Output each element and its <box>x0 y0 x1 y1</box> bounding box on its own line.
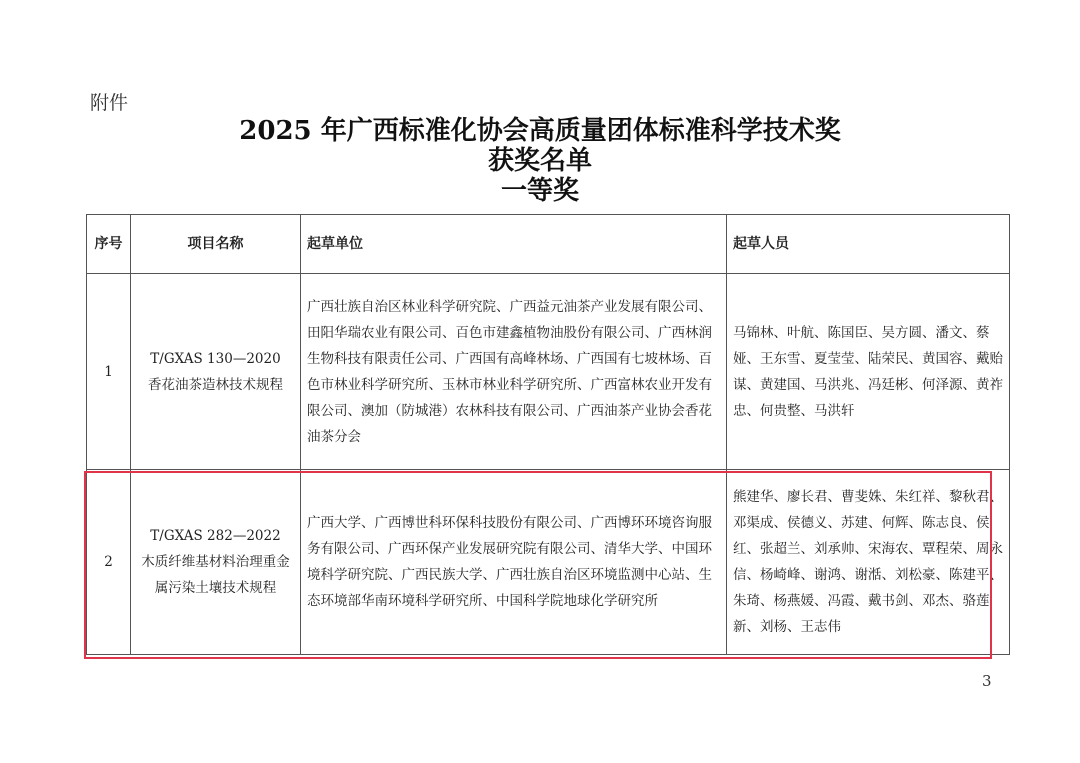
standard-code: T/GXAS 130—2020 <box>150 350 281 367</box>
attachment-label: 附件 <box>90 92 129 114</box>
table-header-row <box>87 215 1010 274</box>
drafters: 马锦林、叶航、陈国臣、吴方圆、潘文、蔡娅、王东雪、夏莹莹、陆荣民、黄国容、戴贻谋、黄建国、马洪兆、冯廷彬、何泽源、黄祚忠、何贵整、马洪轩 <box>727 274 1010 470</box>
drafting-units: 广西壮族自治区林业科学研究院、广西益元油茶产业发展有限公司、田阳华瑞农业有限公司、百色市建鑫植物油股份有限公司、广西林润生物科技有限责任公司、广西国有高峰林场、广西国有七坡林场、百色市林业科学研究所、玉林市林业科学研究所、广西富林农业开发有限公司、澳加（防城港）农林科技有限公司、广西油茶产业协会香花油茶分会 <box>301 274 727 470</box>
document-title: 2025 年广西标准化协会高质量团体标准科学技术奖 <box>239 116 841 146</box>
row-number: 1 <box>87 274 131 470</box>
award-table <box>86 214 1010 655</box>
award-level-heading: 一等奖 <box>500 176 579 206</box>
standard-code: T/GXAS 282—2022 <box>150 528 281 544</box>
project-name: 香花油茶造林技术规程 <box>148 376 283 393</box>
header-project-name: 项目名称 <box>131 215 301 274</box>
project-name-cell <box>131 274 301 470</box>
table-row <box>87 274 1010 470</box>
project-name-cell <box>131 470 301 655</box>
header-number: 序号 <box>87 215 131 274</box>
drafting-units: 广西大学、广西博世科环保科技股份有限公司、广西博环环境咨询服务有限公司、广西环保产业发展研究院有限公司、清华大学、中国环境科学研究院、广西民族大学、广西壮族自治区环境监测中心站、生态环境部华南环境科学研究所、中国科学院地球化学研究所 <box>301 470 727 655</box>
page-number: 3 <box>982 672 992 690</box>
project-name: 木质纤维基材料治理重金属污染土壤技术规程 <box>141 554 290 596</box>
row-number: 2 <box>87 470 131 655</box>
document-subtitle: 获奖名单 <box>487 146 592 176</box>
header-drafting-units: 起草单位 <box>301 215 727 274</box>
header-drafters: 起草人员 <box>727 215 1010 274</box>
drafters: 熊建华、廖长君、曹斐姝、朱红祥、黎秋君、邓渠成、侯德义、苏建、何辉、陈志良、侯红、张超兰、刘承帅、宋海农、覃程荣、周永信、杨崎峰、谢鸿、谢湉、刘松豪、陈建平、朱琦、杨燕媛、冯霞、戴书剑、邓杰、骆莲新、刘杨、王志伟 <box>727 470 1010 655</box>
table-row <box>87 470 1010 655</box>
